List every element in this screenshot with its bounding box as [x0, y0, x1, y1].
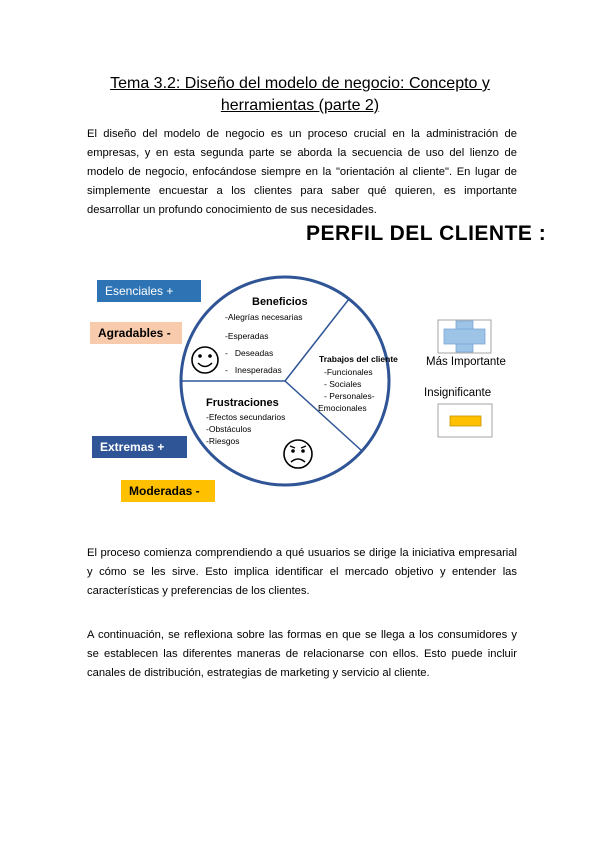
- trabajos-title: Trabajos del cliente: [319, 354, 398, 364]
- title-line-1: Tema 3.2: Diseño del modelo de negocio: Concepto y: [110, 75, 490, 92]
- happy-face-icon: [192, 347, 218, 373]
- beneficios-item: - Deseadas: [225, 348, 274, 358]
- trabajos-item: Emocionales: [318, 403, 367, 413]
- frustraciones-item: -Obstáculos: [206, 424, 252, 434]
- title-line-2: herramientas (parte 2): [220, 97, 380, 114]
- legend-mas-importante: Más Importante: [426, 356, 506, 368]
- trabajos-item: - Sociales: [324, 379, 362, 389]
- trabajos-item: -Funcionales: [324, 367, 373, 377]
- intro-paragraph: El diseño del modelo de negocio es un proceso crucial en la administración de empresas, y en esta segunda parte se aborda la secuencia de uso del lienzo de modelo de negocio, enfocándose siempre en la "orientación al cliente". En lugar de simplemente encuestar a los clientes para saber qué quieren, es importante desarrollar un profundo conocimiento de sus necesidades.: [87, 128, 517, 216]
- beneficios-item: - Inesperadas: [225, 365, 282, 375]
- frustraciones-item: -Riesgos: [206, 436, 240, 446]
- legend-insignificante: Insignificante: [424, 387, 492, 399]
- frustraciones-item: -Efectos secundarios: [206, 412, 286, 422]
- beneficios-title: Beneficios: [252, 296, 308, 308]
- sad-face-icon: [284, 440, 312, 468]
- second-paragraph: El proceso comienza comprendiendo a qué usuarios se dirige la iniciativa empresarial y cómo se les sirve. Esto implica identificar el mercado objetivo y entender las características y preferencias de los clientes.: [87, 547, 517, 597]
- minus-icon: [438, 404, 492, 437]
- frustraciones-title: Frustraciones: [206, 397, 279, 409]
- tag-moderadas: Moderadas -: [121, 480, 215, 502]
- trabajos-item: - Personales-: [324, 391, 375, 401]
- tag-agradables: Agradables -: [90, 322, 182, 344]
- profile-heading: PERFIL DEL CLIENTE :: [306, 222, 547, 245]
- third-paragraph: A continuación, se reflexiona sobre las formas en que se llega a los consumidores y se establecen las diferentes maneras de relacionarse con ellos. Esto puede incluir canales de distribución, estrategias de marketing y servicio al cliente.: [87, 629, 517, 679]
- plus-icon: [438, 320, 491, 353]
- beneficios-item: -Esperadas: [225, 331, 269, 341]
- tag-esenciales: Esenciales +: [97, 280, 201, 302]
- tag-extremas: Extremas +: [92, 436, 187, 458]
- beneficios-item: -Alegrías necesarias: [225, 312, 303, 322]
